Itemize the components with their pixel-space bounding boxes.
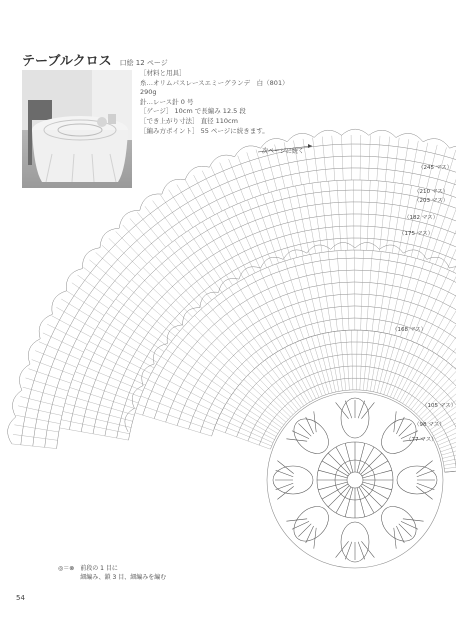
motif-petal-stitch — [286, 519, 307, 521]
stitch-count-245: （245 マス） — [418, 165, 453, 171]
motif-spoke — [318, 482, 347, 490]
chart-spoke-line — [214, 429, 270, 450]
chart-spoke-line — [377, 136, 380, 181]
chart-scallop — [314, 130, 341, 137]
chart-spoke-line — [271, 192, 291, 259]
chart-scallop — [82, 248, 100, 269]
chart-spoke-line — [130, 219, 159, 253]
photo-reference: 口絵 12 ページ — [119, 59, 168, 67]
chart-loop — [142, 364, 154, 386]
chart-spoke-line — [328, 252, 337, 331]
chart-spoke-line — [83, 267, 118, 295]
materials-yarn: 糸…オリムパスレースエミーグランデ 白（801） — [140, 78, 289, 87]
legend-text — [80, 565, 166, 582]
stitch-count-77: （77 マス） — [406, 437, 437, 443]
chart-scallop — [12, 390, 21, 417]
motif-petal-stitch — [314, 411, 316, 432]
chart-spoke-line — [437, 287, 456, 354]
motif-spoke — [363, 482, 392, 490]
motif-spoke — [357, 488, 365, 517]
next-page-arrow-head — [308, 144, 312, 148]
chart-spoke-line — [380, 182, 387, 252]
chart-ring-line — [129, 250, 456, 440]
chart-spoke-line — [67, 291, 105, 316]
chart-spoke-line — [328, 332, 339, 391]
chart-spoke-line — [322, 137, 326, 182]
motif-spoke — [361, 486, 382, 507]
chart-spoke-line — [168, 245, 212, 300]
chart-scallop — [100, 228, 119, 248]
chart-ring-line — [270, 390, 444, 472]
chart-spoke-line — [185, 180, 207, 219]
chart-scallop — [287, 133, 314, 141]
chart-spoke-line — [337, 181, 341, 251]
chart-scallop — [19, 364, 30, 390]
motif-spoke — [328, 453, 349, 474]
chart-spoke-line — [332, 136, 335, 181]
chart-spoke-line — [126, 286, 179, 331]
chart-spoke-line — [194, 175, 215, 215]
chart-spoke-line — [390, 342, 413, 397]
chart-spoke-line — [210, 218, 244, 279]
motif-spoke — [318, 470, 347, 478]
chart-scallop — [369, 130, 396, 137]
chart-scallop — [8, 417, 16, 444]
stitch-count-105: （105 マス） — [422, 403, 456, 409]
chart-spoke-line — [368, 135, 370, 180]
chart-spoke-line — [89, 341, 151, 373]
motif-spoke — [361, 453, 382, 474]
chart-spoke-line — [240, 203, 267, 268]
motif-spoke — [328, 486, 349, 507]
chart-spoke-line — [419, 374, 456, 416]
chart-spoke-line — [116, 232, 147, 264]
chart-spoke-line — [248, 375, 291, 417]
chart-spoke-line — [20, 397, 64, 408]
chart-spoke-line — [162, 251, 207, 305]
chart-spoke-line — [360, 135, 361, 180]
chart-spoke-line — [360, 330, 363, 390]
center-motif — [267, 392, 443, 568]
chart-spoke-line — [155, 256, 202, 308]
chart-spoke-line — [56, 307, 95, 330]
chart-spokes — [12, 135, 456, 472]
chart-spoke-line — [78, 364, 142, 391]
chart-spoke-line — [367, 180, 371, 250]
chart-spoke-line — [345, 180, 347, 250]
chart-spoke-line — [202, 171, 222, 211]
chart-spoke-line — [256, 367, 296, 412]
chart-spoke-line — [386, 183, 395, 252]
chart-ring-line — [33, 156, 456, 446]
chart-spoke-line — [141, 396, 216, 425]
chart-spoke-line — [435, 199, 456, 265]
motif-center-ring — [347, 472, 363, 488]
chart-spoke-line — [320, 182, 328, 252]
motif-petal-stitch — [394, 528, 396, 549]
chart-spoke-line — [334, 332, 342, 391]
chart-loop — [183, 308, 200, 325]
chart-spoke-line — [215, 298, 264, 361]
chart-spoke-line — [384, 254, 399, 333]
chart-spoke-line — [47, 324, 87, 344]
chart-spoke-line — [439, 428, 456, 449]
materials-size: ［でき上がり寸法］ 直径 110cm — [140, 116, 238, 125]
chart-spoke-line — [43, 333, 84, 352]
chart-spoke-line — [177, 185, 200, 224]
chart-spoke-line — [275, 353, 307, 404]
chart-spoke-line — [255, 197, 278, 263]
chart-rings — [21, 144, 456, 472]
materials-gauge: ［ゲージ］ 10cm で長編み 12.5 段 — [140, 107, 246, 116]
chart-spoke-line — [374, 333, 386, 392]
chart-ring-line — [154, 270, 456, 419]
page-number: 54 — [16, 594, 25, 602]
chart-scallop — [28, 339, 40, 364]
chart-ring-line — [143, 258, 456, 415]
chart-spoke-line — [169, 190, 193, 228]
chart-spoke-line — [244, 279, 283, 349]
chart-spoke-line — [260, 271, 293, 344]
chart-scallop — [52, 291, 67, 315]
chart-spoke-line — [263, 194, 284, 261]
legend-line-1: 前段の 1 目に — [80, 565, 118, 572]
chart-spoke-line — [441, 433, 456, 452]
chart-spoke-line — [394, 138, 400, 183]
chart-spoke-line — [252, 371, 293, 415]
chart-spoke-line — [295, 342, 319, 397]
chart-loop — [167, 325, 182, 344]
chart-spoke-line — [329, 181, 335, 251]
chart-spoke-line — [397, 347, 425, 400]
chart-spoke-line — [16, 415, 60, 423]
stitch-count-203: （203 マス） — [414, 198, 449, 204]
chart-spoke-line — [102, 320, 161, 357]
chart-spoke-line — [156, 364, 225, 404]
chart-spoke-line — [280, 350, 310, 402]
chart-spoke-line — [346, 330, 350, 390]
chart-spoke-line — [277, 264, 304, 339]
chart-spoke-line — [13, 434, 58, 440]
chart-spoke-line — [447, 205, 456, 269]
chart-spoke-line — [201, 309, 255, 368]
chart-spoke-line — [319, 253, 331, 332]
chart-spoke-line — [252, 274, 288, 346]
chart-spoke-line — [442, 444, 456, 458]
chart-scallop — [450, 146, 456, 157]
chart-spoke-line — [194, 315, 250, 372]
chart-spoke-line — [244, 379, 288, 419]
chart-spoke-line — [85, 349, 148, 380]
chart-spoke-line — [109, 238, 141, 269]
chart-spoke-line — [290, 345, 316, 399]
chart-spoke-line — [265, 360, 301, 408]
motif-spoke — [345, 488, 353, 517]
chart-spoke-line — [238, 156, 253, 198]
chart-spoke-line — [96, 253, 130, 283]
stitch-count-98: （98 マス） — [414, 422, 445, 428]
chart-spoke-line — [312, 183, 322, 252]
chart-spoke-line — [161, 195, 186, 232]
chart-spoke-line — [12, 444, 57, 449]
chart-spoke-line — [111, 306, 168, 347]
chart-spoke-line — [441, 202, 456, 267]
chart-spoke-line — [356, 330, 357, 390]
chart-spoke-line — [89, 260, 124, 289]
chart-spoke-line — [72, 380, 138, 404]
chart-spoke-line — [123, 225, 153, 258]
motif-spoke — [345, 443, 353, 472]
materials-weight: 290g — [140, 88, 157, 97]
stitch-count-210: （210 マス） — [414, 189, 449, 195]
next-page-note: 次ページに続く — [262, 148, 304, 155]
motif-spoke — [363, 470, 392, 478]
stitch-legend — [58, 565, 166, 582]
materials-points: ［編み方ポイント］ 55 ページに続きます。 — [140, 126, 269, 135]
chart-spoke-line — [138, 404, 214, 430]
chart-scallop — [396, 133, 423, 141]
chart-spoke-line — [82, 356, 146, 385]
chart-spoke-line — [311, 254, 326, 332]
chart-spoke-line — [323, 334, 336, 393]
chart-spoke-line — [384, 338, 403, 395]
motif-spoke — [357, 443, 365, 472]
chart-spoke-line — [248, 200, 273, 265]
chart-loop — [239, 267, 261, 279]
chart-spoke-line — [188, 231, 227, 289]
chart-loop — [307, 245, 331, 253]
chart-scallop — [119, 210, 140, 228]
chart-spoke-line — [285, 348, 313, 401]
chart-spoke-line — [93, 334, 154, 368]
chart-spoke-line — [351, 330, 353, 390]
legend-symbol: ◎＝⊗ — [58, 565, 75, 572]
chart-spoke-line — [75, 372, 140, 397]
stitch-count-182: （182 マス） — [404, 215, 439, 221]
materials-heading: ［材料と用具］ — [140, 69, 186, 77]
chart-scallop — [39, 314, 52, 339]
motif-outer-ring — [267, 392, 443, 568]
chart-spoke-line — [342, 135, 344, 180]
motif-petal-stitch — [286, 439, 307, 441]
chart-spoke-line — [211, 167, 230, 208]
chart-spoke-line — [106, 313, 164, 352]
chart-spoke-line — [232, 206, 261, 270]
chart-spoke-line — [195, 226, 232, 285]
chart-scallop — [209, 155, 234, 167]
chart-spoke-line — [312, 336, 329, 394]
chart-spoke-line — [351, 135, 352, 180]
chart-spoke-line — [121, 292, 176, 336]
legend-line-2: 細編み、鎖 3 目、細編みを編む — [80, 573, 167, 581]
stitch-count-168: （168 マス） — [392, 327, 427, 333]
chart-spoke-line — [370, 332, 380, 391]
chart-scallops — [8, 126, 456, 444]
chart-spoke-line — [78, 275, 114, 302]
chart-scallop — [162, 179, 185, 194]
chart-spoke-line — [61, 299, 99, 323]
chart-scallop — [342, 129, 369, 135]
chart-spoke-line — [306, 338, 326, 395]
chart-spoke-line — [52, 316, 92, 337]
chart-spoke-line — [236, 388, 283, 425]
chart-spoke-line — [135, 413, 212, 436]
chart-spoke-line — [116, 299, 172, 341]
motif-petal-stitch — [394, 411, 396, 432]
chart-spoke-line — [18, 406, 62, 416]
chart-spoke-line — [137, 212, 165, 247]
chart-spoke-line — [313, 138, 319, 183]
chart-scallop — [140, 194, 162, 210]
chart-spoke-line — [360, 180, 362, 250]
chart-spoke-line — [132, 280, 184, 327]
motif-petal-stitch — [314, 528, 316, 549]
chart-spoke-line — [340, 331, 346, 391]
chart-spoke-line — [152, 372, 223, 410]
materials-hook: 針…レース針 0 号 — [140, 97, 194, 106]
motif-petal-stitch — [403, 519, 424, 521]
chart-spoke-line — [188, 322, 246, 377]
stitch-count-175: （175 マス） — [399, 231, 434, 237]
chart-spoke-line — [14, 425, 59, 432]
chart-spoke-line — [385, 137, 390, 182]
pattern-title: テーブルクロス — [22, 54, 112, 69]
chart-spoke-line — [225, 210, 256, 273]
chart-spoke-line — [175, 240, 217, 296]
chart-spoke-line — [402, 139, 409, 184]
chart-spoke-line — [217, 214, 249, 276]
chart-spoke-line — [145, 206, 172, 242]
chart-scallop — [66, 269, 82, 291]
chart-spoke-line — [216, 423, 272, 446]
chart-spoke-line — [181, 235, 222, 292]
chart-spoke-line — [373, 181, 379, 251]
